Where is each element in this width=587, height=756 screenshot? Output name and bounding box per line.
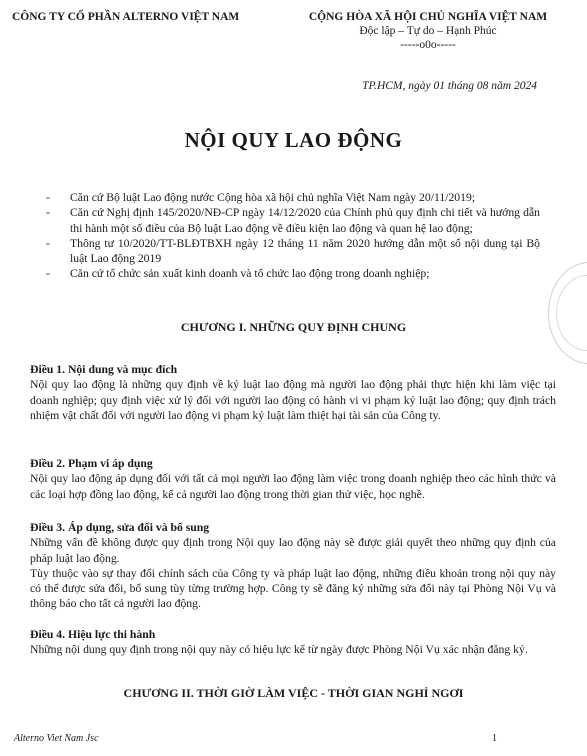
article-paragraph: Nội quy lao động là những quy định về kỷ luật lao động mà người lao động phải thực hiện khi làm việc tại doanh nghiệp; quy định việc xử lý đối với người lao động có hành vi vi phạm kỷ luật lao động; quy định trách nhiệm vật chất đối với người lao động vi phạm kỷ luật làm thiệt hại tài sản của Công ty. — [30, 378, 556, 422]
national-motto: Độc lập – Tự do – Hạnh Phúc — [359, 25, 497, 37]
article-heading: Điều 1. Nội dung và mục đích — [30, 363, 178, 376]
reference-item: - Căn cứ tổ chức sản xuất kinh doanh và tổ chức lao động trong doanh nghiệp; — [40, 266, 540, 281]
article-heading: Điều 4. Hiệu lực thi hành — [30, 628, 156, 641]
chapter-heading: CHƯƠNG I. NHỮNG QUY ĐỊNH CHUNG — [180, 320, 407, 334]
page-number: 1 — [492, 733, 497, 744]
article-paragraph: Nội quy lao động áp dụng đối với tất cả mọi người lao động làm việc trong doanh nghiệp theo các hình thức và các loại hợp đồng lao động, kể cả người lao động trong thời gian thử việc, học nghề. — [30, 472, 556, 501]
article-4 — [30, 627, 556, 658]
article-3 — [30, 520, 556, 612]
chapter-heading: CHƯƠNG II. THỜI GIỜ LÀM VIỆC - THỜI GIAN NGHỈ NGƠI — [123, 686, 464, 700]
national-header — [280, 10, 576, 52]
reference-item: - Thông tư 10/2020/TT-BLĐTBXH ngày 12 tháng 11 năm 2020 hướng dẫn một số nội dung tại Bộ luật Lao động 2019 — [40, 236, 540, 267]
article-paragraph: Tùy thuộc vào sự thay đổi chính sách của Công ty và pháp luật lao động, những điều khoản trong nội quy này có thể được sửa đổi, bổ sung tùy từng trường hợp. Công ty sẽ đăng ký những sửa đổi này tại Phòng Nội Vụ và thông báo cho tất cả người lao động. — [30, 566, 556, 611]
footer-company: Alterno Viet Nam Jsc — [14, 733, 99, 744]
document-date: TP.HCM, ngày 01 tháng 08 năm 2024 — [362, 80, 537, 92]
document-title: NỘI QUY LAO ĐỘNG — [184, 128, 403, 152]
reference-item: - Căn cứ Bộ luật Lao động nước Cộng hòa xã hội chủ nghĩa Việt Nam ngày 20/11/2019; — [40, 190, 540, 205]
legal-references — [40, 190, 540, 282]
company-name: CÔNG TY CỔ PHẦN ALTERNO VIỆT NAM — [12, 11, 240, 23]
article-paragraph: Những nội dung quy định trong nội quy này có hiệu lực kể từ ngày được Phòng Nội Vụ xác nhận đăng ký. — [30, 643, 528, 657]
article-2 — [30, 456, 556, 502]
article-1 — [30, 362, 556, 423]
reference-item: - Căn cứ Nghị định 145/2020/NĐ-CP ngày 14/12/2020 của Chính phủ quy định chi tiết và hướng dẫn thi hành một số điều của Bộ luật Lao động về điều kiện lao động và quan hệ lao động; — [40, 205, 540, 236]
nation-name: CỘNG HÒA XÃ HỘI CHỦ NGHĨA VIỆT NAM — [308, 11, 548, 23]
header-separator: -----o0o----- — [400, 39, 456, 51]
article-heading: Điều 3. Áp dụng, sửa đổi và bổ sung — [30, 521, 210, 534]
article-heading: Điều 2. Phạm vi áp dụng — [30, 457, 153, 470]
article-paragraph: Những vấn đề không được quy định trong Nội quy lao động này sẽ được giải quyết theo những quy định của pháp luật lao động. — [30, 536, 556, 565]
